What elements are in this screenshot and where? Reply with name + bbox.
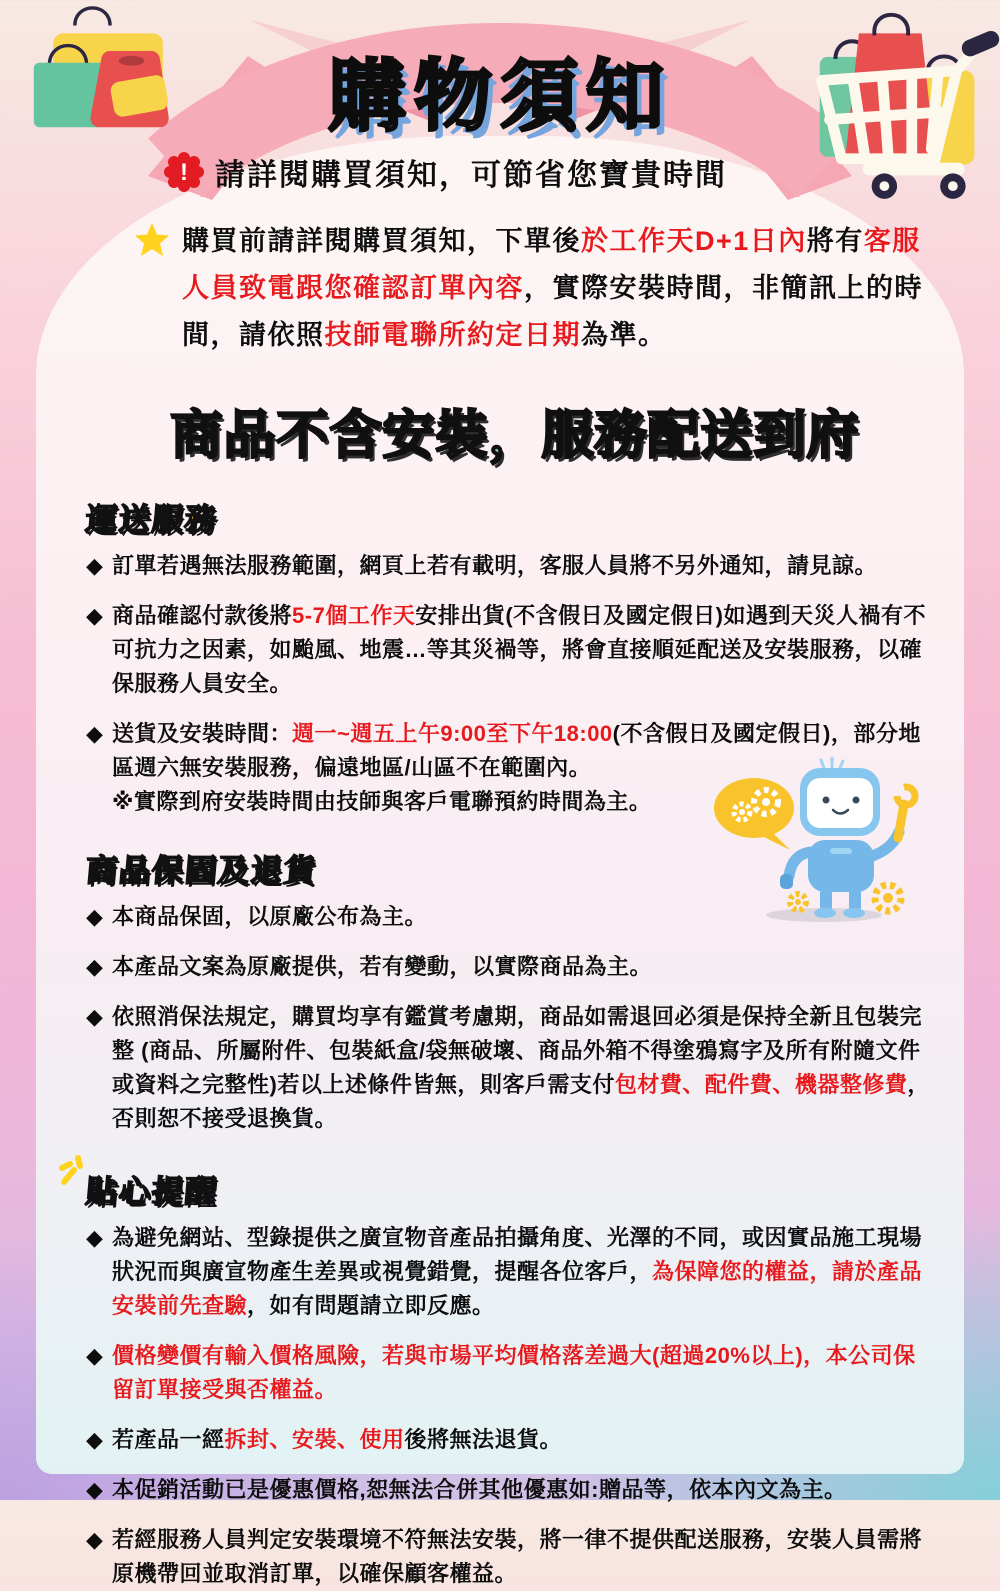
intro-text xyxy=(182,218,944,359)
text-segment: 本促銷活動已是優惠價格,恕無法合併其他優惠如:贈品等，依本內文為主。 xyxy=(112,1477,847,1502)
notice-row xyxy=(86,150,804,194)
text-segment: 本商品保固，以原廠公布為主。 xyxy=(112,904,428,929)
text-segment: 若經服務人員判定安裝環境不符無法安裝，將一律不提供配送服務，安裝人員需將原機帶回並取消訂單，以確保顧客權益。 xyxy=(112,1527,923,1586)
bullet-text xyxy=(112,954,652,979)
text-segment: 安排出貨(不含假日及國定假日)如遇到天災人禍有不可抗力之因素，如颱風、地震…等其災禍等，將會直接順延配送及安裝服務，以確保服務人員安全。 xyxy=(112,603,926,696)
bullet-text xyxy=(112,1004,930,1131)
text-segment: 為準。 xyxy=(581,320,667,350)
warning-badge-icon xyxy=(163,151,205,193)
diamond-bullet-icon: ◆ xyxy=(86,1427,104,1452)
bullet-text xyxy=(112,553,877,578)
text-segment: 訂單若遇無法服務範圍，網頁上若有載明，客服人員將不另外通知，請見諒。 xyxy=(112,553,878,578)
bullet-item xyxy=(86,1339,934,1407)
diamond-bullet-icon: ◆ xyxy=(86,954,104,979)
bullet-item xyxy=(86,1523,934,1591)
cart-handle-icon xyxy=(959,28,1000,59)
text-segment: (不含假日及國定假日)，部分地區週六無安裝服務，偏遠地區/山區不在範圍內。 xyxy=(112,721,921,780)
text-segment: 為保障您的權益，請於產品安裝前先查驗 xyxy=(112,1259,923,1318)
bullet-text xyxy=(112,904,427,929)
section-heading-row xyxy=(86,1166,944,1211)
text-segment: 人員致電跟您確認訂單內容 xyxy=(182,273,524,303)
diamond-bullet-icon: ◆ xyxy=(86,1343,104,1368)
text-segment: 於工作天D+1日內 xyxy=(581,226,807,256)
text-segment: 為避免網站、型錄提供之廣宣物音產品拍攝角度、光澤的不同，或因實品施工現場狀況而與廣宣物產生差異或視覺錯覺，提醒各位客戶， xyxy=(112,1225,923,1284)
text-segment: ，如有問題請立即反應。 xyxy=(247,1293,495,1318)
star-icon xyxy=(134,222,170,258)
text-segment: 本產品文案為原廠提供，若有變動，以實際商品為主。 xyxy=(112,954,653,979)
bullet-text xyxy=(112,603,926,696)
notice-text: 請詳閱購買須知，可節省您寶貴時間 xyxy=(215,159,727,192)
text-segment: 將有 xyxy=(806,226,864,256)
text-segment: 週一~週五上午9:00至下午18:00 xyxy=(292,721,613,746)
section-heading: 貼心提醒 xyxy=(84,1174,220,1209)
speech-bubble-gears-icon xyxy=(714,778,794,850)
section-heading: 商品保固及退貨 xyxy=(84,853,319,888)
text-segment: 技師電聯所約定日期 xyxy=(324,320,581,350)
bullet-item xyxy=(86,1473,934,1507)
diamond-bullet-icon: ◆ xyxy=(86,1225,104,1250)
text-segment: 價格變價有輸入價格風險，若與市場平均價格落差過大(超過20%以上)，本公司保留訂單接受與否權益。 xyxy=(112,1343,916,1402)
diamond-bullet-icon: ◆ xyxy=(86,1527,104,1552)
bullet-list xyxy=(86,1221,944,1591)
bullet-item xyxy=(86,1221,934,1323)
bullet-item xyxy=(86,950,934,984)
diamond-bullet-icon: ◆ xyxy=(86,603,104,628)
text-segment: ，實際安裝時間，非簡訊上的時 xyxy=(524,273,923,303)
text-segment: ※實際到府安裝時間由技師與客戶電聯預約時間為主。 xyxy=(112,789,652,814)
notice-content xyxy=(36,136,964,1586)
section-heading-row xyxy=(86,494,944,539)
bullet-text xyxy=(112,1427,562,1452)
bullet-item xyxy=(86,599,934,701)
text-segment: 若產品一經 xyxy=(112,1427,225,1452)
no-install-banner: 商品不含安裝，服務配送到府 xyxy=(170,407,860,465)
section-heading: 運送服務 xyxy=(84,502,220,537)
text-segment: 商品確認付款後將 xyxy=(112,603,293,628)
bullet-text xyxy=(112,1527,922,1586)
page-title: 購物須知 xyxy=(327,52,672,140)
text-segment: 間，請依照 xyxy=(182,320,325,350)
bullet-text xyxy=(112,1477,846,1502)
bullet-text xyxy=(112,1343,916,1402)
wrench-icon xyxy=(897,787,915,838)
section-friendly-reminder xyxy=(86,1166,944,1591)
diamond-bullet-icon: ◆ xyxy=(86,721,104,746)
text-segment: 後將無法退貨。 xyxy=(404,1427,563,1452)
text-segment: 拆封、安裝、使用 xyxy=(224,1427,405,1452)
bullet-text xyxy=(112,1225,922,1318)
diamond-bullet-icon: ◆ xyxy=(86,1477,104,1502)
intro-paragraph xyxy=(142,218,944,359)
text-segment: 購買前請詳閱購買須知，下單後 xyxy=(182,226,581,256)
shopping-cart-illustration xyxy=(808,2,994,198)
svg-text:!: ! xyxy=(180,159,188,186)
text-segment: 5-7個工作天 xyxy=(292,603,416,628)
bullet-item xyxy=(86,1423,934,1457)
text-segment: ，否則恕不接受退換貨。 xyxy=(112,1072,930,1131)
text-segment: 包材費、配件費、機器整修費 xyxy=(614,1072,908,1097)
diamond-bullet-icon: ◆ xyxy=(86,904,104,929)
bullet-list xyxy=(86,900,944,1136)
robot-antenna-icon xyxy=(821,758,843,768)
text-segment: 依照消保法規定，購買均享有鑑賞考慮期，商品如需退回必須是保持全新且包裝完整 (商品、所屬附件、包裝紙盒/袋無破壞、商品外箱不得塗鴉寫字及所有附隨文件或資料之完整性)若以上述條件皆無，則客戶需支付 xyxy=(112,1004,923,1097)
bag-handle-icon xyxy=(75,8,110,26)
text-segment: 送貨及安裝時間： xyxy=(112,721,293,746)
robot-illustration xyxy=(706,758,928,924)
text-segment: 客服 xyxy=(863,226,921,256)
bullet-item xyxy=(86,549,934,583)
diamond-bullet-icon: ◆ xyxy=(86,1004,104,1029)
bullet-item xyxy=(86,1000,934,1136)
diamond-bullet-icon: ◆ xyxy=(86,553,104,578)
